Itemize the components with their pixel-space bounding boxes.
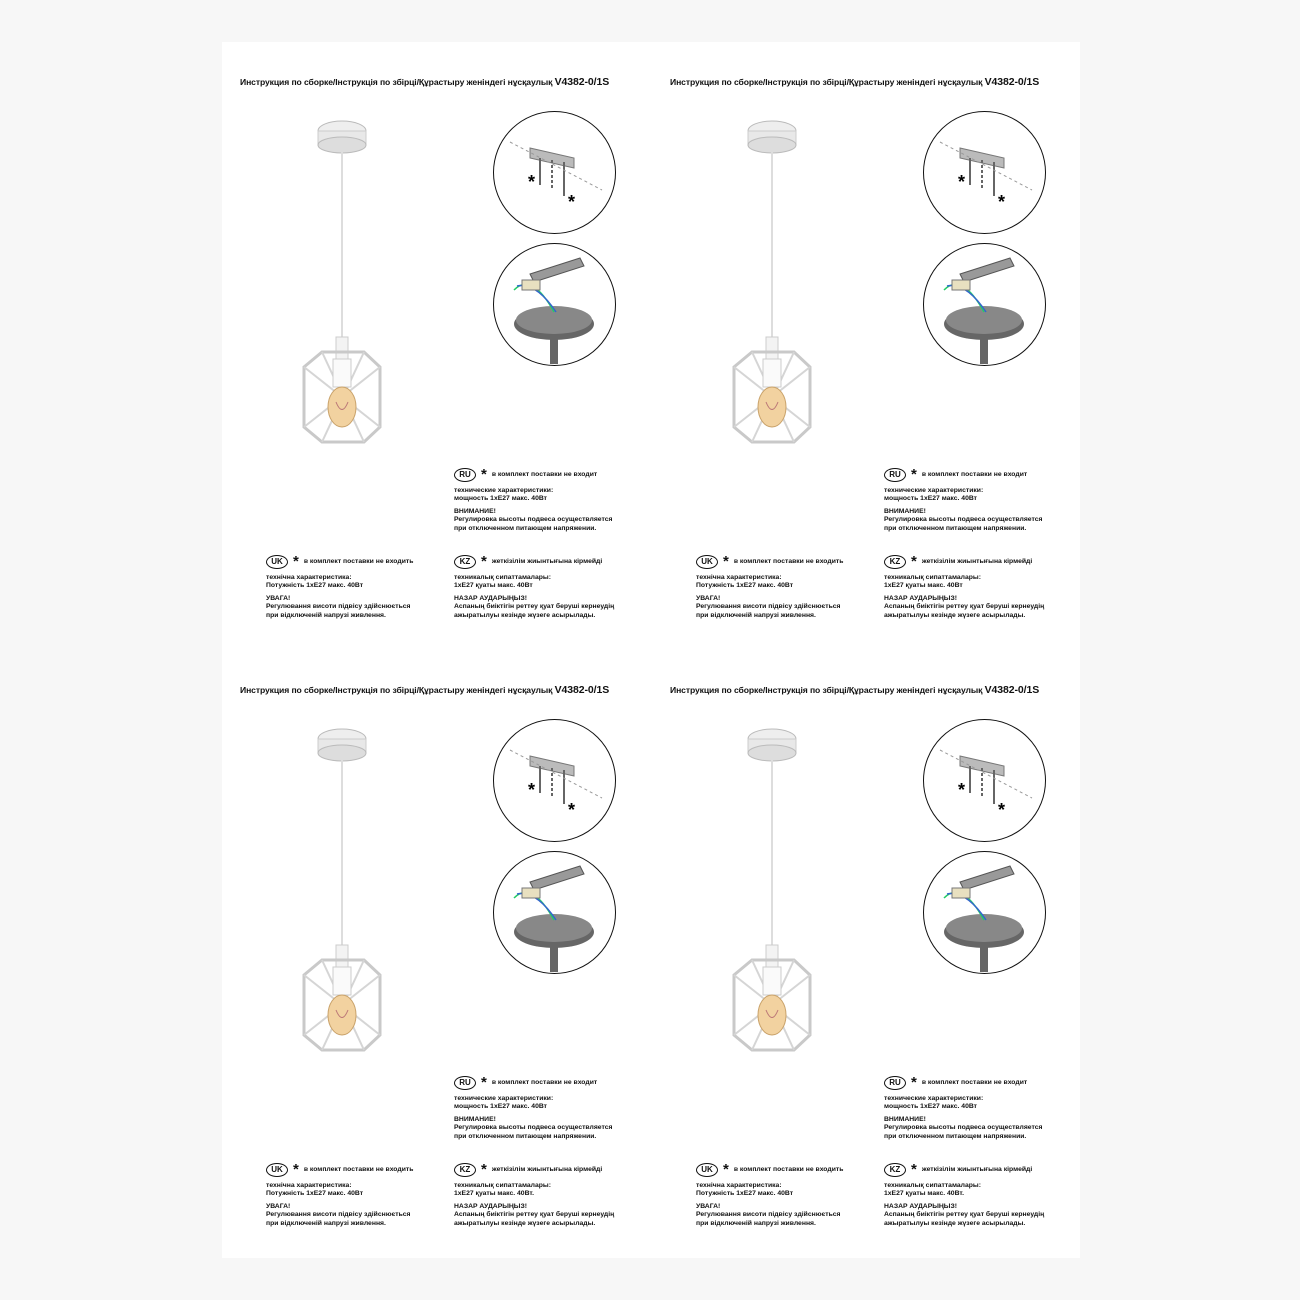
kz-note: жеткізілім жиынтығына кірмейді: [491, 1165, 603, 1173]
bracket-assembly-diagram: [922, 110, 1047, 235]
panel-title: Инструкция по сборке/Інструкція по збірці/Құрастыру женіндегі нұсқаулық V4382-0/1S: [240, 684, 610, 696]
uk-badge: UK: [266, 1163, 288, 1177]
asterisk-icon: *: [293, 1161, 299, 1178]
ru-badge: RU: [454, 1076, 476, 1090]
svg-text:*: *: [998, 192, 1006, 212]
uk-badge: UK: [696, 555, 718, 569]
uk-note: в комплект поставки не входить: [733, 557, 844, 565]
uk-note: в комплект поставки не входить: [303, 1165, 414, 1173]
kz-section: KZ * жеткізілім жиынтығына кірмейді техникалық сипаттамалары: 1хЕ27 қуаты макс. 40Вт НАЗАР АУДАРЫҢЫЗ! Аспаның биіктігін реттеу қуат беруші кернеудің ажыратылуы кезінде жүзеге асырылады.: [454, 553, 615, 619]
panel-title: Инструкция по сборке/Інструкція по збірці/Құрастыру женіндегі нұсқаулық V4382-0/1S: [670, 76, 1040, 88]
pendant-lamp-illustration: [712, 725, 832, 1055]
asterisk-icon: *: [481, 553, 487, 570]
kz-badge: KZ: [454, 555, 476, 569]
uk-note: в комплект поставки не входить: [303, 557, 414, 565]
asterisk-icon: *: [911, 1161, 917, 1178]
kz-section: KZ * жеткізілім жиынтығына кірмейді техникалық сипаттамалары: 1хЕ27 қуаты макс. 40Вт НАЗАР АУДАРЫҢЫЗ! Аспаның биіктігін реттеу қуат беруші кернеудің ажыратылуы кезінде жүзеге асырылады.: [884, 553, 1045, 619]
svg-text:*: *: [998, 800, 1006, 820]
uk-badge: UK: [266, 555, 288, 569]
uk-section: UK * в комплект поставки не входить технічна характеристика: Потужність 1хЕ27 макс. 40Вт УВАГА! Регулювання висоти підвісу здійснюється при відключеній напрузі живлення.: [266, 553, 414, 619]
kz-badge: KZ: [884, 1163, 906, 1177]
asterisk-icon: *: [723, 553, 729, 570]
instruction-panel: [652, 650, 1082, 1258]
kz-badge: KZ: [884, 555, 906, 569]
kz-note: жеткізілім жиынтығына кірмейді: [491, 557, 603, 565]
kz-section: KZ * жеткізілім жиынтығына кірмейді техникалық сипаттамалары: 1хЕ27 қуаты макс. 40Вт. НАЗАР АУДАРЫҢЫЗ! Аспаның биіктігін реттеу қуат беруші кернеудің ажыратылуы кезінде жүзеге асырылады.: [884, 1161, 1045, 1227]
svg-text:*: *: [568, 192, 576, 212]
instruction-panel: [222, 650, 652, 1258]
uk-badge: UK: [696, 1163, 718, 1177]
model-number: V4382-0/1S: [984, 684, 1040, 696]
asterisk-icon: *: [481, 1161, 487, 1178]
asterisk-icon: *: [481, 1074, 487, 1091]
ru-section: RU * в комплект поставки не входит технические характеристики: мощность 1хЕ27 макс. 40Вт ВНИМАНИЕ! Регулировка высоты подвеса осуществляется при отключенном питающем напряжении.: [454, 1074, 613, 1140]
ru-note: в комплект поставки не входит: [921, 470, 1028, 478]
ru-badge: RU: [454, 468, 476, 482]
wiring-diagram: [922, 242, 1047, 367]
instruction-panel: [222, 42, 652, 650]
ru-note: в комплект поставки не входит: [921, 1078, 1028, 1086]
model-number: V4382-0/1S: [554, 684, 610, 696]
svg-text:*: *: [528, 172, 536, 192]
asterisk-icon: *: [911, 466, 917, 483]
ru-note: в комплект поставки не входит: [491, 470, 598, 478]
ru-section: RU * в комплект поставки не входит технические характеристики: мощность 1хЕ27 макс. 40Вт ВНИМАНИЕ! Регулировка высоты подвеса осуществляется при отключенном питающем напряжении.: [884, 466, 1043, 532]
instruction-sheet: [222, 42, 1080, 1258]
asterisk-icon: *: [723, 1161, 729, 1178]
ru-badge: RU: [884, 468, 906, 482]
svg-text:*: *: [528, 780, 536, 800]
uk-note: в комплект поставки не входить: [733, 1165, 844, 1173]
model-number: V4382-0/1S: [984, 76, 1040, 88]
bracket-assembly-diagram: [492, 110, 617, 235]
wiring-diagram: [492, 242, 617, 367]
asterisk-icon: *: [481, 466, 487, 483]
uk-section: UK * в комплект поставки не входить технічна характеристика: Потужність 1хЕ27 макс. 40Вт УВАГА! Регулювання висоти підвісу здійснюється при відключеній напрузі живлення.: [696, 1161, 844, 1227]
svg-text:*: *: [958, 780, 966, 800]
kz-badge: KZ: [454, 1163, 476, 1177]
ru-note: в комплект поставки не входит: [491, 1078, 598, 1086]
bracket-assembly-diagram: [492, 718, 617, 843]
kz-section: KZ * жеткізілім жиынтығына кірмейді техникалық сипаттамалары: 1хЕ27 қуаты макс. 40Вт. НАЗАР АУДАРЫҢЫЗ! Аспаның биіктігін реттеу қуат беруші кернеудің ажыратылуы кезінде жүзеге асырылады.: [454, 1161, 615, 1227]
panel-title: Инструкция по сборке/Інструкція по збірці/Құрастыру женіндегі нұсқаулық V4382-0/1S: [240, 76, 610, 88]
uk-section: UK * в комплект поставки не входить технічна характеристика: Потужність 1хЕ27 макс. 40Вт УВАГА! Регулювання висоти підвісу здійснюється при відключеній напрузі живлення.: [696, 553, 844, 619]
pendant-lamp-illustration: [282, 725, 402, 1055]
pendant-lamp-illustration: [712, 117, 832, 447]
bracket-assembly-diagram: [922, 718, 1047, 843]
asterisk-icon: *: [293, 553, 299, 570]
asterisk-icon: *: [911, 1074, 917, 1091]
ru-section: RU * в комплект поставки не входит технические характеристики: мощность 1хЕ27 макс. 40Вт ВНИМАНИЕ! Регулировка высоты подвеса осуществляется при отключенном питающем напряжении.: [884, 1074, 1043, 1140]
model-number: V4382-0/1S: [554, 76, 610, 88]
svg-text:*: *: [568, 800, 576, 820]
uk-section: UK * в комплект поставки не входить технічна характеристика: Потужність 1хЕ27 макс. 40Вт УВАГА! Регулювання висоти підвісу здійснюється при відключеній напрузі живлення.: [266, 1161, 414, 1227]
instruction-panel: [652, 42, 1082, 650]
kz-note: жеткізілім жиынтығына кірмейді: [921, 557, 1033, 565]
pendant-lamp-illustration: [282, 117, 402, 447]
ru-section: RU * в комплект поставки не входит технические характеристики: мощность 1хЕ27 макс. 40Вт ВНИМАНИЕ! Регулировка высоты подвеса осуществляется при отключенном питающем напряжении.: [454, 466, 613, 532]
panel-title: Инструкция по сборке/Інструкція по збірці/Құрастыру женіндегі нұсқаулық V4382-0/1S: [670, 684, 1040, 696]
ru-badge: RU: [884, 1076, 906, 1090]
asterisk-icon: *: [911, 553, 917, 570]
wiring-diagram: [492, 850, 617, 975]
wiring-diagram: [922, 850, 1047, 975]
kz-note: жеткізілім жиынтығына кірмейді: [921, 1165, 1033, 1173]
svg-text:*: *: [958, 172, 966, 192]
